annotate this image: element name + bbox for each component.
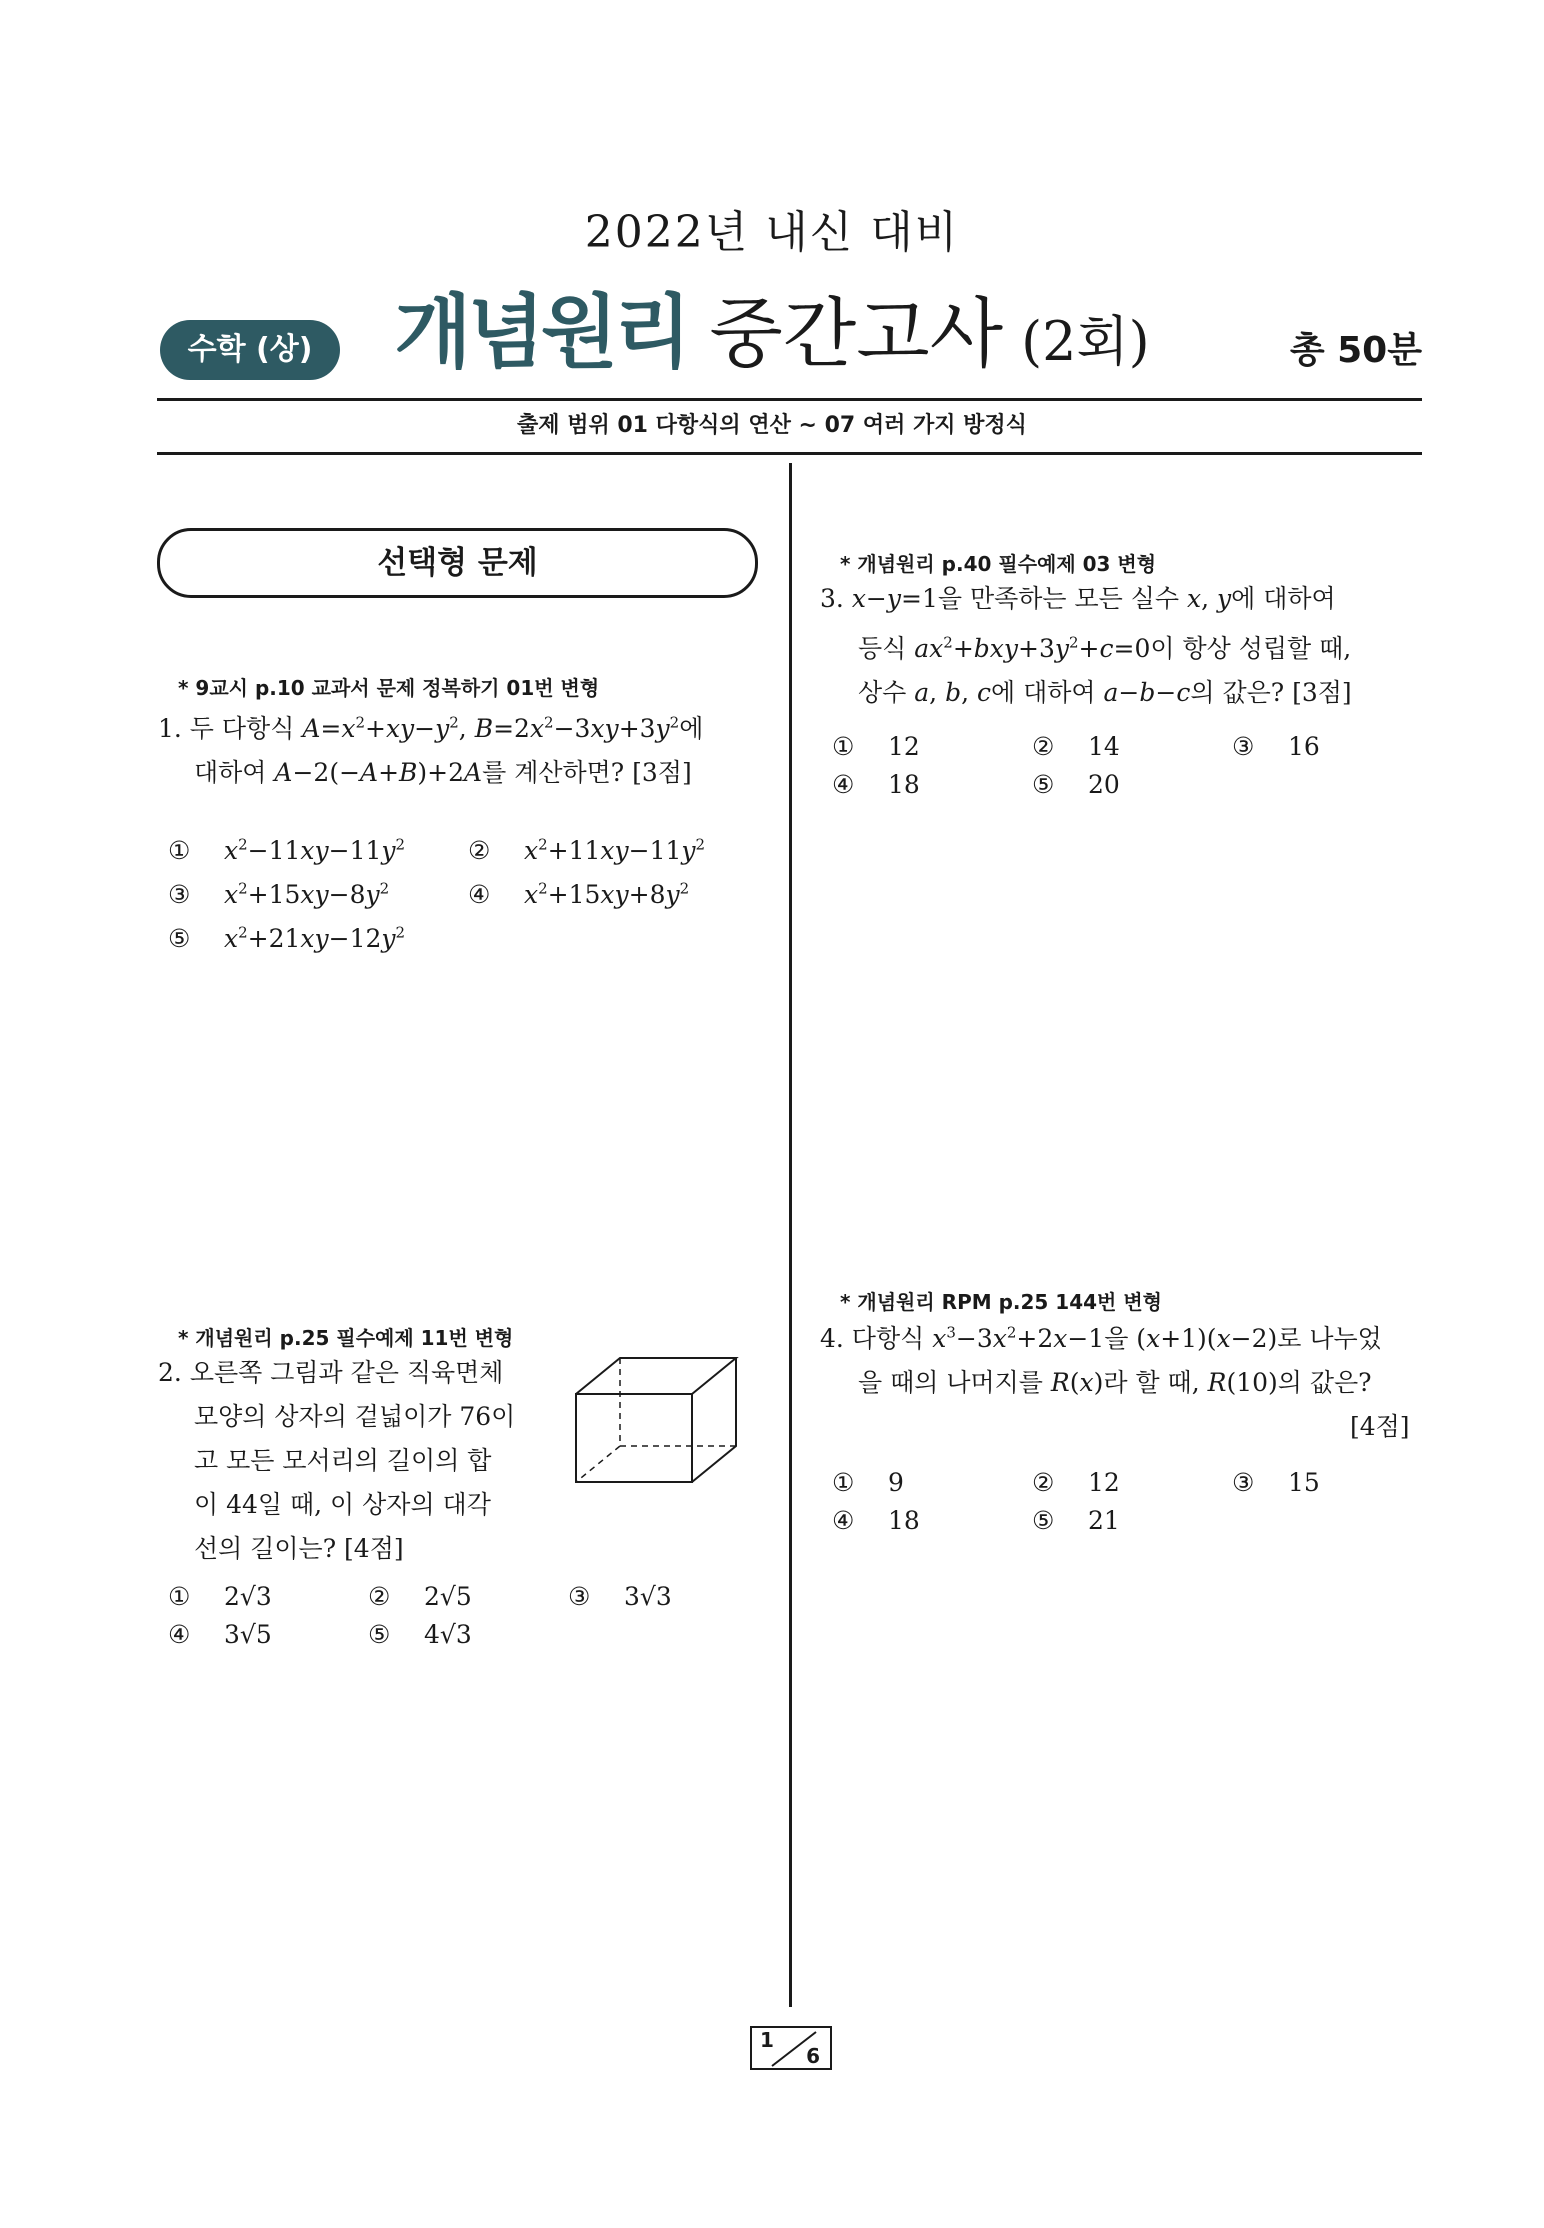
question-4-option-2[interactable]: ② 12: [1032, 1468, 1120, 1497]
question-1-option-2[interactable]: ② $x^2+11xy-11y^2$: [468, 835, 706, 865]
subject-badge: 수학 (상): [160, 320, 340, 380]
question-3-line-3: 상수 a, b, c에 대하여 a−b−c의 값은? [3점]: [858, 678, 1352, 707]
question-2-option-5[interactable]: ⑤ 4√3: [368, 1620, 472, 1649]
question-3-option-2[interactable]: ② 14: [1032, 732, 1120, 761]
question-4-option-3[interactable]: ③ 15: [1232, 1468, 1320, 1497]
question-1-line-1: 1. 두 다항식 $A=x^2+xy-y^2$, $B=2x^2-3xy+3y^2$에: [158, 713, 704, 743]
question-3-option-4[interactable]: ④ 18: [832, 770, 920, 799]
question-1-option-3[interactable]: ③ $x^2+15xy-8y^2$: [168, 879, 390, 909]
total-time: 총 50분: [1289, 330, 1422, 371]
question-4-option-1[interactable]: ① 9: [832, 1468, 904, 1497]
question-4-line-2: 을 때의 나머지를 R(x)라 할 때, R(10)의 값은?: [858, 1368, 1372, 1397]
question-3-option-5[interactable]: ⑤ 20: [1032, 770, 1120, 799]
question-4-source: * 개념원리 RPM p.25 144번 변형: [840, 1290, 1162, 1314]
question-4-line-1: 4. 다항식 $x^3-3x^2+2x-1$을 (x+1)(x−2)로 나누었: [820, 1323, 1382, 1353]
question-4-option-5[interactable]: ⑤ 21: [1032, 1506, 1120, 1535]
column-divider: [789, 463, 792, 2007]
page-current: 1: [760, 2028, 774, 2052]
question-3-option-3[interactable]: ③ 16: [1232, 732, 1320, 761]
question-3-option-1[interactable]: ① 12: [832, 732, 920, 761]
page-indicator: [750, 2026, 832, 2070]
cuboid-front-face: [576, 1394, 692, 1482]
question-1-option-5[interactable]: ⑤ $x^2+21xy-12y^2$: [168, 923, 406, 953]
exam-scope: 출제 범위 01 다항식의 연산 ~ 07 여러 가지 방정식: [517, 413, 1027, 438]
question-2-option-4[interactable]: ④ 3√5: [168, 1620, 272, 1649]
cuboid-figure: [570, 1352, 742, 1488]
question-2-line-2: 모양의 상자의 겉넓이가 76이: [194, 1402, 516, 1431]
question-2-option-2[interactable]: ② 2√5: [368, 1582, 472, 1611]
question-2-line-1: 2. 오른쪽 그림과 같은 직육면체: [158, 1358, 504, 1387]
question-3-source: * 개념원리 p.40 필수예제 03 변형: [840, 552, 1157, 576]
question-2-line-4: 이 44일 때, 이 상자의 대각: [194, 1490, 491, 1519]
header-year-line: 2022년 내신 대비: [584, 207, 960, 258]
exam-title: 중간고사: [709, 289, 1004, 378]
cuboid-top-face: [576, 1358, 736, 1394]
page-total: 6: [806, 2044, 820, 2068]
question-3-line-1: 3. x−y=1을 만족하는 모든 실수 x, y에 대하여: [820, 584, 1336, 613]
question-4-line-3: [4점]: [1350, 1412, 1410, 1441]
question-2-option-1[interactable]: ① 2√3: [168, 1582, 272, 1611]
question-1-line-2: 대하여 A−2(−A+B)+2A를 계산하면? [3점]: [194, 758, 692, 787]
question-1-source: * 9교시 p.10 교과서 문제 정복하기 01번 변형: [178, 676, 600, 700]
question-2-source: * 개념원리 p.25 필수예제 11번 변형: [178, 1326, 514, 1350]
exam-round: (2회): [1021, 310, 1150, 373]
header-rule-bottom: [157, 452, 1422, 455]
question-2-option-3[interactable]: ③ 3√3: [568, 1582, 672, 1611]
brand-logo-text: 개념원리: [394, 286, 688, 379]
section-title: 선택형 문제: [157, 528, 758, 598]
question-2-line-3: 고 모든 모서리의 길이의 합: [194, 1446, 492, 1475]
header-rule-top: [157, 398, 1422, 401]
question-4-option-4[interactable]: ④ 18: [832, 1506, 920, 1535]
question-3-line-2: 등식 $ax^2+bxy+3y^2+c=0$이 항상 성립할 때,: [858, 633, 1352, 663]
question-2-line-5: 선의 길이는? [4점]: [194, 1534, 404, 1563]
question-1-option-4[interactable]: ④ $x^2+15xy+8y^2$: [468, 879, 690, 909]
question-1-option-1[interactable]: ① $x^2-11xy-11y^2$: [168, 835, 406, 865]
